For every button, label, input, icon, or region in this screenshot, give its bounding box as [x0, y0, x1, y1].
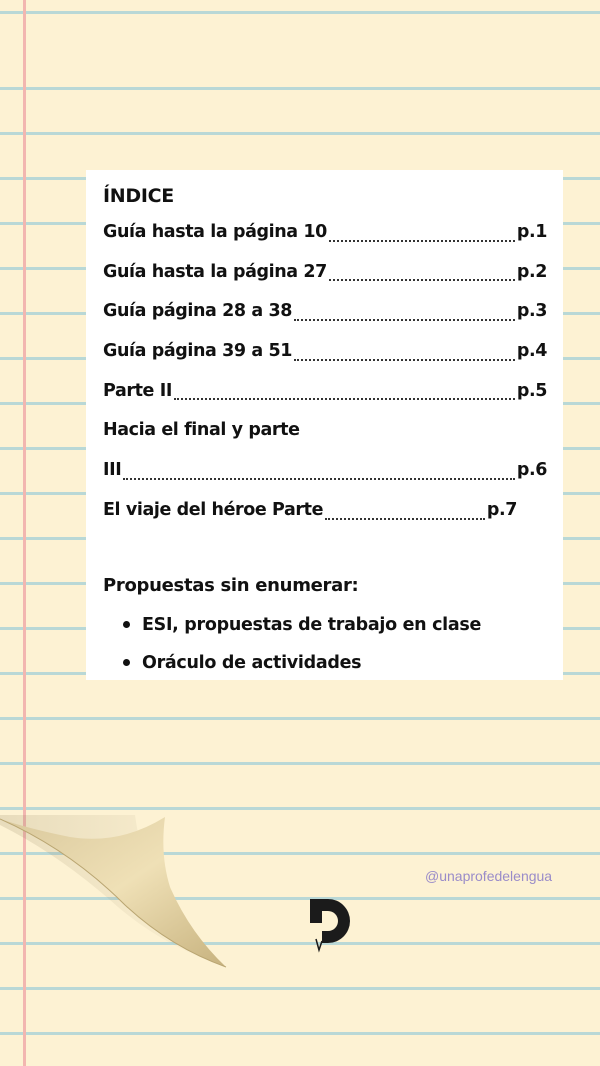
toc-entry-label: III [103, 459, 122, 480]
index-card [86, 170, 563, 680]
toc-entry-page: p.4 [516, 340, 547, 361]
toc-entry-label: Hacia el final y parte [103, 420, 300, 441]
toc-entry[interactable] [103, 410, 547, 450]
toc-entry[interactable] [103, 371, 547, 411]
toc-entry[interactable] [103, 490, 547, 530]
toc-entry[interactable] [103, 252, 547, 292]
dot-leader [329, 240, 515, 242]
toc-entry-label: Guía página 39 a 51 [103, 340, 293, 361]
author-handle[interactable]: @unaprofedelengua [425, 868, 553, 884]
bullet-icon [123, 621, 130, 628]
index-title: ÍNDICE [103, 185, 174, 207]
list-item[interactable] [123, 644, 547, 682]
toc-entry-label: Guía hasta la página 10 [103, 221, 327, 242]
dot-leader [294, 319, 515, 321]
dot-leader [294, 359, 515, 361]
toc-entry-label: Parte II [103, 380, 172, 401]
page-curl-icon [0, 815, 230, 970]
bullet-icon [123, 659, 130, 666]
toc-entry-page: p.7 [486, 499, 517, 520]
toc-entry-label: Guía página 28 a 38 [103, 301, 293, 322]
proposals-list [103, 606, 547, 682]
toc-entry[interactable] [103, 291, 547, 331]
toc-entry[interactable] [103, 331, 547, 371]
toc-entry-page: p.6 [516, 459, 547, 480]
toc-entry-label: El viaje del héroe Parte [103, 499, 324, 520]
proposals-title: Propuestas sin enumerar: [103, 574, 359, 596]
spacer [103, 530, 547, 566]
dot-leader [325, 518, 485, 520]
toc-entry-page: p.2 [516, 261, 547, 282]
list-item-label: Oráculo de actividades [142, 652, 362, 673]
toc-entry-label: Guía hasta la página 27 [103, 261, 327, 282]
dot-leader [123, 478, 515, 480]
toc-entry-page: p.1 [516, 221, 547, 242]
dot-leader [174, 398, 515, 400]
toc-entry[interactable] [103, 212, 547, 252]
list-item-label: ESI, propuestas de trabajo en clase [142, 614, 482, 635]
toc-entry-page: p.3 [516, 301, 547, 322]
toc-entry-page: p.5 [516, 380, 547, 401]
list-item[interactable] [123, 606, 547, 644]
dot-leader [329, 279, 515, 281]
brand-logo-icon [308, 893, 360, 955]
toc-entry[interactable] [103, 450, 547, 490]
